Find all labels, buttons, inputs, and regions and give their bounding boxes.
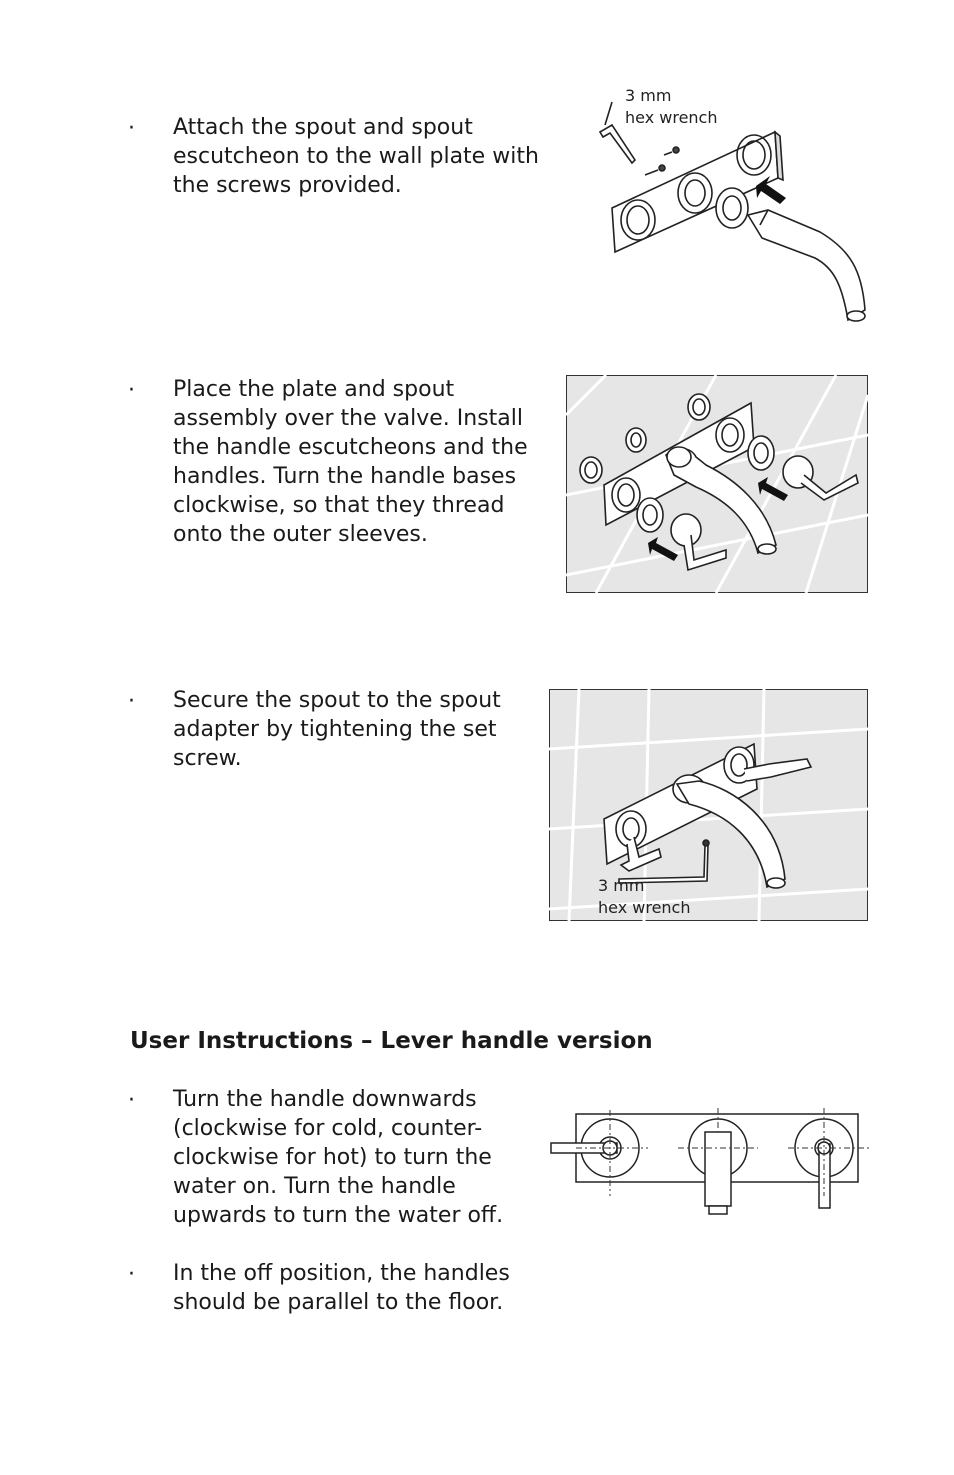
spout-attach-illustration <box>590 80 880 335</box>
step-3-line-3: screw. <box>173 746 242 771</box>
user-item-1-bullet: · <box>128 1088 135 1113</box>
step-1-line-1: Attach the spout and spout <box>173 115 473 140</box>
step-2-line-6: onto the outer sleeves. <box>173 522 428 547</box>
user-item-2-bullet: · <box>128 1262 135 1287</box>
valve-assembly-illustration <box>566 375 868 593</box>
step-1-bullet: · <box>128 116 135 141</box>
user-item-1-text <box>173 1085 503 1230</box>
step-2-line-1: Place the plate and spout <box>173 377 455 402</box>
user-item-1-line-4: water on. Turn the handle <box>173 1174 456 1199</box>
step-3-line-2: adapter by tightening the set <box>173 717 497 742</box>
user-item-1-line-2: (clockwise for cold, counter- <box>173 1116 483 1141</box>
step-1-line-2: escutcheon to the wall plate with <box>173 144 539 169</box>
step-1-figure-label <box>625 85 718 129</box>
step-3-figure-label <box>598 875 691 919</box>
step-2-line-5: clockwise, so that they thread <box>173 493 505 518</box>
lever-handle-front-view-diagram <box>548 1104 872 1222</box>
step-1-text <box>173 113 539 200</box>
step-3-figure-label-line-1: 3 mm <box>598 876 645 895</box>
step-3-line-1: Secure the spout to the spout <box>173 688 501 713</box>
step-2-text <box>173 375 528 549</box>
user-item-2-line-1: In the off position, the handles <box>173 1261 510 1286</box>
step-3-text <box>173 686 501 773</box>
user-instructions-heading: User Instructions – Lever handle version <box>130 1028 653 1054</box>
step-2-line-2: assembly over the valve. Install <box>173 406 523 431</box>
step-1-figure-label-line-2: hex wrench <box>625 108 718 127</box>
step-1-line-3: the screws provided. <box>173 173 402 198</box>
step-3-bullet: · <box>128 689 135 714</box>
step-2-bullet: · <box>128 378 135 403</box>
user-item-1-line-5: upwards to turn the water off. <box>173 1203 504 1228</box>
set-screw-illustration <box>549 689 868 921</box>
user-item-2-text <box>173 1259 510 1317</box>
user-item-1-line-1: Turn the handle downwards <box>173 1087 477 1112</box>
user-item-2-line-2: should be parallel to the floor. <box>173 1290 504 1315</box>
step-2-line-3: the handle escutcheons and the <box>173 435 528 460</box>
step-1-figure-label-line-1: 3 mm <box>625 86 672 105</box>
step-3-figure-label-line-2: hex wrench <box>598 898 691 917</box>
step-2-line-4: handles. Turn the handle bases <box>173 464 517 489</box>
user-item-1-line-3: clockwise for hot) to turn the <box>173 1145 492 1170</box>
